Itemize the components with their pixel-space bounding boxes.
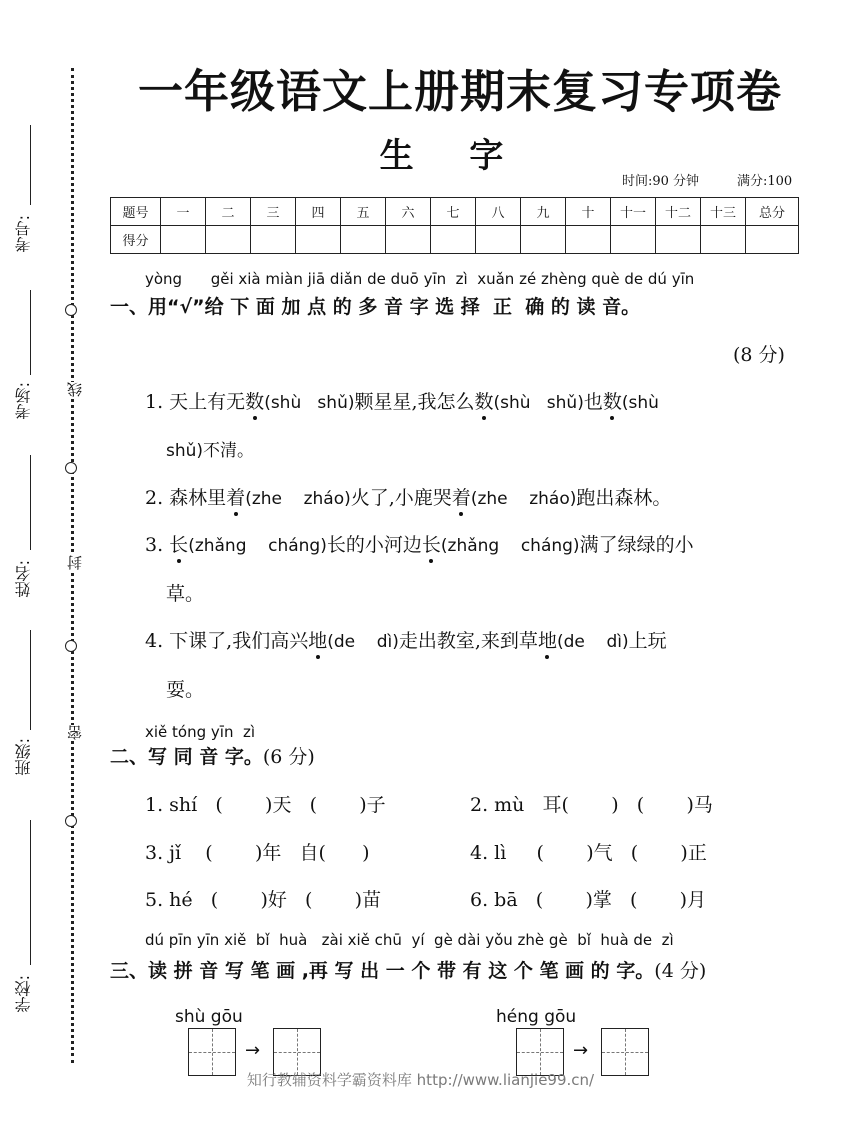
table-cell: 六 — [386, 198, 431, 226]
binding-hole — [65, 462, 77, 474]
score-input-cell[interactable] — [611, 226, 656, 254]
section1-title: 一、用“√”给 下 面 加 点 的 多 音 字 选 择 正 确 的 读 音。 — [110, 296, 641, 318]
dotted-char: 长 — [169, 534, 189, 556]
section2-title-text: 二、写 同 音 字。 — [110, 746, 263, 768]
question-text: 满了绿绿的小 — [579, 534, 694, 556]
question-text: 也 — [583, 391, 603, 413]
score-input-cell[interactable] — [386, 226, 431, 254]
score-input-cell[interactable] — [701, 226, 746, 254]
question-text: 走出教室,来到草 — [398, 630, 538, 652]
homophone-item[interactable]: 5. hé ( )好 ( )苗 — [145, 889, 382, 911]
score-input-cell[interactable] — [746, 226, 799, 254]
question-text: 长的小河边 — [326, 534, 422, 556]
section2-title — [110, 742, 315, 769]
table-cell: 五 — [341, 198, 386, 226]
pinyin-options[interactable]: (de dì) — [556, 632, 629, 652]
score-table-score-row — [111, 226, 799, 254]
name-line[interactable] — [30, 455, 31, 550]
homophone-item[interactable]: 4. lì ( )气 ( )正 — [470, 842, 707, 864]
exam-time: 时间:90 分钟 — [622, 174, 700, 189]
pinyin-options[interactable]: (zhǎng cháng) — [440, 536, 580, 556]
question-text: 4. 下课了,我们高兴 — [145, 630, 309, 652]
question-4-continued: 耍。 — [166, 679, 205, 701]
score-input-cell[interactable] — [341, 226, 386, 254]
name-label: 姓名: — [14, 560, 33, 598]
score-table — [110, 197, 799, 254]
table-cell: 三 — [251, 198, 296, 226]
table-cell: 一 — [161, 198, 206, 226]
question-text: 颗星星,我怎么 — [354, 391, 475, 413]
full-score: 满分:100 — [737, 174, 793, 189]
seal-char-feng: 封 — [66, 555, 84, 570]
table-cell: 十二 — [656, 198, 701, 226]
homophone-item[interactable]: 2. mù 耳( ) ( )马 — [470, 794, 713, 816]
section2-pinyin: xiě tóng yīn zì — [145, 723, 256, 741]
table-cell: 总分 — [746, 198, 799, 226]
page-title: 一年级语文上册期末复习专项卷 — [137, 65, 782, 118]
pinyin-options[interactable]: (shù — [621, 393, 659, 413]
score-input-cell[interactable] — [566, 226, 611, 254]
question-1 — [145, 387, 659, 414]
pinyin-options[interactable]: shǔ)不清。 — [166, 441, 255, 461]
pinyin-options[interactable]: (shù shǔ) — [493, 393, 584, 413]
binding-hole — [65, 640, 77, 652]
score-input-cell[interactable] — [521, 226, 566, 254]
school-line[interactable] — [30, 820, 31, 965]
arrow-icon: → — [245, 1040, 261, 1061]
score-input-cell[interactable] — [431, 226, 476, 254]
dotted-char: 数 — [602, 391, 622, 413]
binding-hole — [65, 304, 77, 316]
table-cell: 得分 — [111, 226, 161, 254]
dotted-char: 着 — [451, 487, 471, 509]
question-3-continued: 草。 — [166, 583, 205, 605]
dotted-char: 着 — [226, 487, 246, 509]
exam-number-label: 考号: — [14, 215, 33, 253]
pinyin-options[interactable]: (de dì) — [327, 632, 399, 652]
question-text: 火了,小鹿哭 — [350, 487, 452, 509]
score-input-cell[interactable] — [206, 226, 251, 254]
arrow-icon: → — [573, 1040, 589, 1061]
binding-hole — [65, 815, 77, 827]
class-line[interactable] — [30, 630, 31, 730]
dotted-char: 地 — [308, 630, 328, 652]
homophone-item[interactable]: 6. bā ( )掌 ( )月 — [470, 889, 707, 911]
score-input-cell[interactable] — [476, 226, 521, 254]
dotted-char: 数 — [245, 391, 265, 413]
table-cell: 题号 — [111, 198, 161, 226]
stroke-pinyin-henggou: héng gōu — [496, 1007, 577, 1027]
homophone-item[interactable]: 3. jǐ ( )年 自( ) — [145, 842, 370, 864]
score-input-cell[interactable] — [296, 226, 341, 254]
table-cell: 十 — [566, 198, 611, 226]
dotted-char: 长 — [421, 534, 441, 556]
score-input-cell[interactable] — [161, 226, 206, 254]
section3-pinyin: dú pīn yīn xiě bǐ huà zài xiě chū yí gè dài yǒu zhè gè bǐ huà de zì — [145, 931, 674, 949]
question-4 — [145, 626, 667, 653]
section3-title-text: 三、读 拼 音 写 笔 画 ,再 写 出 一 个 带 有 这 个 笔 画 的 字。 — [110, 960, 655, 982]
pinyin-options[interactable]: (zhǎng cháng) — [188, 536, 327, 556]
exam-room-label: 考场: — [14, 382, 33, 420]
section3-points: (4 分) — [654, 960, 707, 982]
question-text: 跑出森林。 — [576, 487, 672, 509]
school-label: 学校: — [14, 975, 33, 1013]
watermark-footer: 知行教辅资料学霸资料库 http://www.lianjie99.cn/ — [246, 1071, 595, 1089]
seal-char-xian: 线 — [66, 382, 84, 397]
class-label: 班级: — [14, 738, 33, 776]
section1-points: (8 分) — [733, 344, 785, 366]
stroke-pinyin-shugou: shù gōu — [175, 1007, 243, 1027]
score-input-cell[interactable] — [656, 226, 701, 254]
section2-points: (6 分) — [262, 746, 315, 768]
pinyin-options[interactable]: (shù shǔ) — [264, 393, 355, 413]
table-cell: 七 — [431, 198, 476, 226]
table-cell: 二 — [206, 198, 251, 226]
dotted-char: 地 — [537, 630, 557, 652]
question-2 — [145, 483, 671, 510]
pinyin-options[interactable]: (zhe zháo) — [245, 489, 351, 509]
question-text: 3. — [145, 534, 170, 556]
seal-char-mi: 密 — [66, 725, 84, 740]
question-3 — [145, 530, 694, 557]
table-cell: 八 — [476, 198, 521, 226]
section3-title — [110, 956, 706, 983]
question-text: 1. 天上有无 — [145, 391, 246, 413]
table-cell: 四 — [296, 198, 341, 226]
question-text: 2. 森林里 — [145, 487, 227, 509]
homophone-item[interactable]: 1. shí ( )天 ( )子 — [145, 794, 386, 816]
score-table-header-row — [111, 198, 799, 226]
pinyin-options[interactable]: (zhe zháo) — [470, 489, 577, 509]
page-subtitle: 生 字 — [379, 136, 526, 176]
section1-pinyin: yòng gěi xià miàn jiā diǎn de duō yīn zì xuǎn zé zhèng què de dú yīn — [145, 270, 695, 288]
table-cell: 九 — [521, 198, 566, 226]
dotted-char: 数 — [474, 391, 494, 413]
question-1-continued — [166, 436, 254, 461]
table-cell: 十一 — [611, 198, 656, 226]
table-cell: 十三 — [701, 198, 746, 226]
question-text: 上玩 — [628, 630, 667, 652]
exam-room-line[interactable] — [30, 290, 31, 375]
score-input-cell[interactable] — [251, 226, 296, 254]
